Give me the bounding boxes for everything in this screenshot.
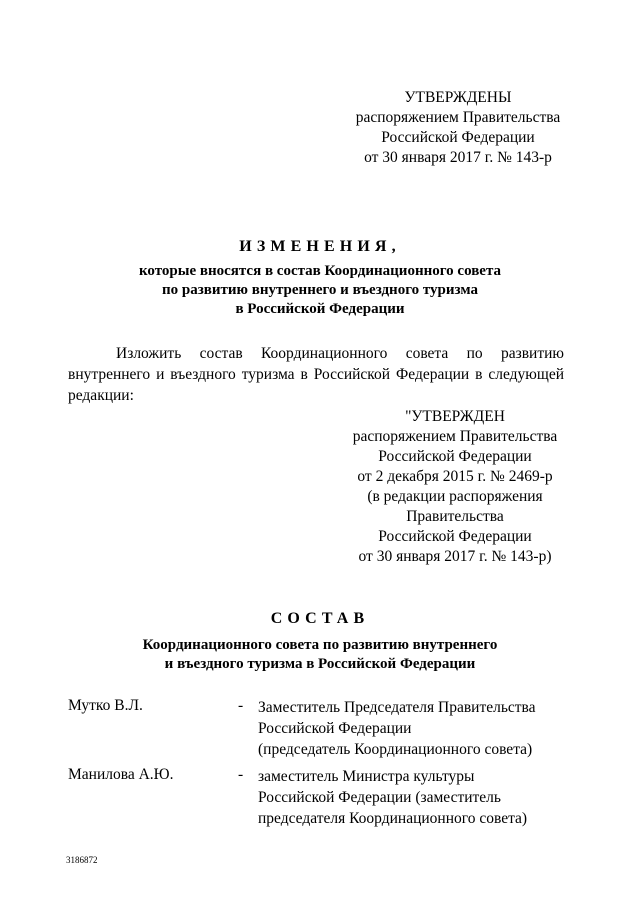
member-name: Мутко В.Л.	[68, 697, 143, 714]
member-role-line: Заместитель Председателя Правительства	[258, 699, 536, 716]
changes-title: ИЗМЕНЕНИЯ,	[239, 238, 401, 255]
approved-stamp-line: Российской Федерации	[378, 528, 532, 545]
member-role	[258, 766, 527, 829]
approved-stamp-line: от 30 января 2017 г. № 143-р)	[358, 548, 552, 565]
composition-subtitle-line: и въездного туризма в Российской Федерации	[164, 656, 476, 672]
member-dash: -	[238, 766, 244, 783]
approved-stamp-line: распоряжением Правительства	[352, 428, 558, 445]
body-line: внутреннего и въездного туризма в Российской Федерации в следующей	[68, 366, 564, 383]
member-dash: -	[238, 697, 244, 714]
approval-line: распоряжением Правительства	[355, 109, 561, 126]
approved-stamp-line: (в редакции распоряжения	[367, 488, 543, 505]
approved-stamp	[305, 407, 605, 567]
member-role	[258, 697, 536, 760]
composition-subtitle	[0, 636, 640, 674]
approval-line: Российской Федерации	[381, 129, 535, 146]
approval-title: УТВЕРЖДЕНЫ	[404, 89, 512, 106]
body-line: редакции:	[68, 387, 134, 404]
member-role-line: заместитель Министра культуры	[258, 768, 475, 785]
approved-stamp-line: от 2 декабря 2015 г. № 2469-р	[357, 468, 553, 485]
member-role-line: председателя Координационного совета)	[258, 810, 528, 827]
body-line: Изложить состав Координационного совета по развитию	[116, 345, 564, 362]
body-paragraph	[68, 343, 564, 406]
member-role-line: (председатель Координационного совета)	[258, 741, 533, 758]
approval-stamp	[308, 88, 608, 168]
composition-title: СОСТАВ	[270, 610, 370, 627]
approved-stamp-line: Правительства	[406, 508, 504, 525]
approved-stamp-line: Российской Федерации	[378, 448, 532, 465]
document-code: 3186872	[66, 855, 98, 865]
member-name: Манилова А.Ю.	[68, 766, 174, 783]
changes-subtitle-line: в Российской Федерации	[235, 301, 405, 317]
member-role-line: Российской Федерации (заместитель	[258, 789, 501, 806]
changes-subtitle-line: которые вносятся в состав Координационного совета	[138, 263, 502, 279]
approved-stamp-line: "УТВЕРЖДЕН	[405, 408, 505, 425]
changes-subtitle	[0, 262, 640, 319]
member-role-line: Российской Федерации	[258, 720, 412, 737]
composition-subtitle-line: Координационного совета по развитию внутреннего	[142, 637, 498, 653]
approval-line: от 30 января 2017 г. № 143-р	[364, 149, 552, 166]
changes-subtitle-line: по развитию внутреннего и въездного туризма	[162, 282, 478, 298]
